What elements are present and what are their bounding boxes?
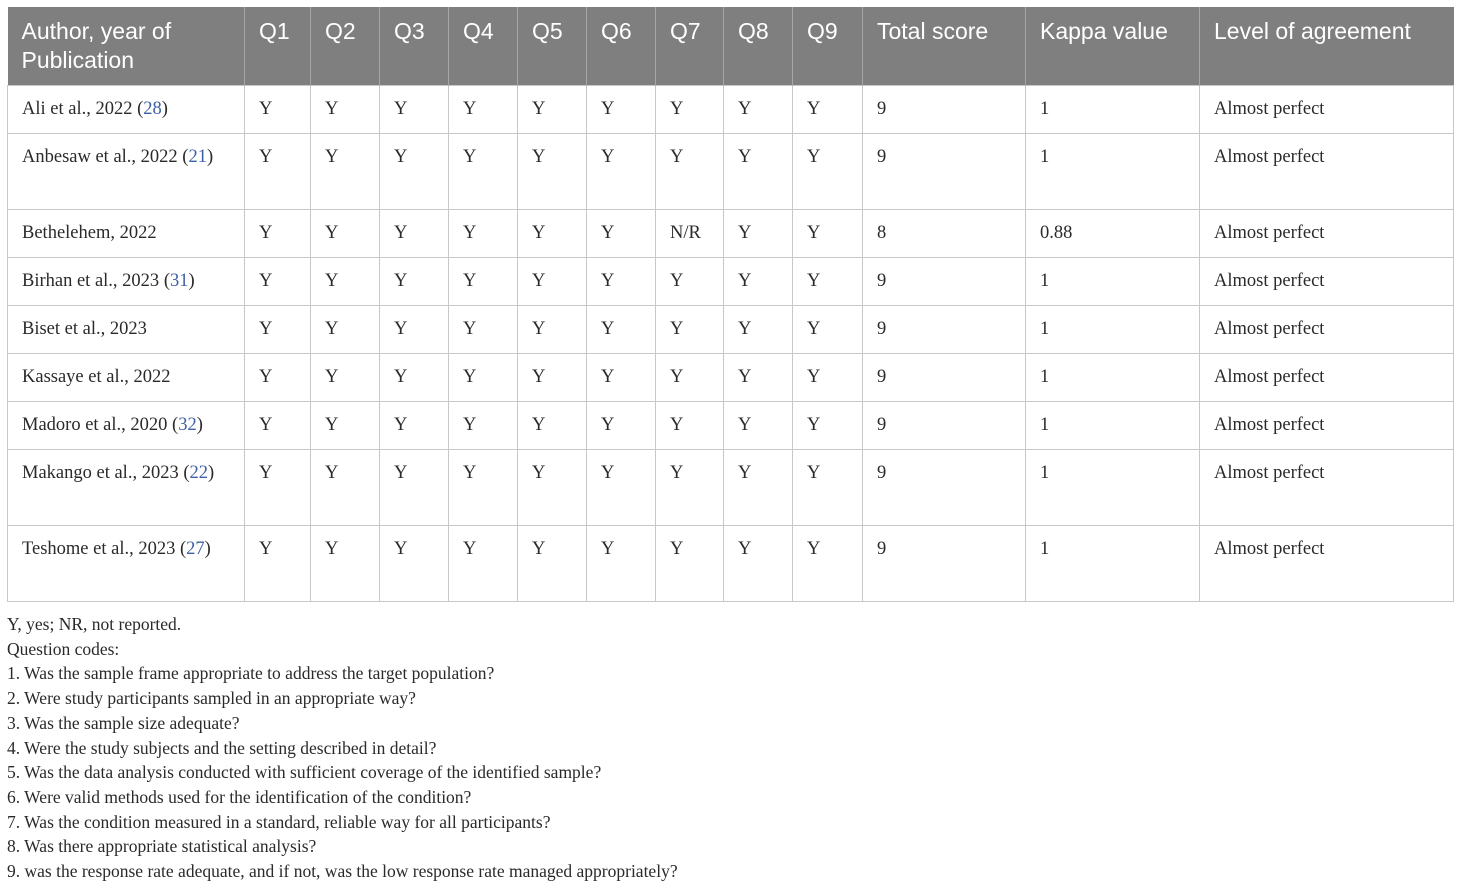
question-code-item: 7. Was the condition measured in a standard, reliable way for all participants? bbox=[7, 811, 551, 832]
answer-cell: Y bbox=[793, 134, 863, 210]
answer-cell: Y bbox=[724, 134, 793, 210]
answer-cell: Y bbox=[245, 526, 311, 602]
kappa-value-cell: 1 bbox=[1026, 354, 1200, 402]
answer-cell: Y bbox=[587, 526, 656, 602]
answer-cell: Y bbox=[587, 354, 656, 402]
answer-cell: Y bbox=[724, 86, 793, 134]
answer-cell: Y bbox=[587, 134, 656, 210]
table-row bbox=[8, 450, 1454, 526]
answer-cell: Y bbox=[793, 86, 863, 134]
question-code-item: 3. Was the sample size adequate? bbox=[7, 712, 240, 733]
answer-cell: Y bbox=[793, 210, 863, 258]
answer-cell: Y bbox=[380, 354, 449, 402]
answer-cell: Y bbox=[724, 354, 793, 402]
author-name: Biset et al., 2023 bbox=[22, 319, 147, 339]
total-score-cell: 9 bbox=[863, 258, 1026, 306]
question-code-item: 5. Was the data analysis conducted with sufficient coverage of the identified sample? bbox=[7, 762, 602, 783]
answer-cell: Y bbox=[518, 402, 587, 450]
question-code-item: 4. Were the study subjects and the setting described in detail? bbox=[7, 737, 437, 758]
total-score-cell: 9 bbox=[863, 86, 1026, 134]
answer-cell: Y bbox=[793, 450, 863, 526]
answer-cell: Y bbox=[518, 526, 587, 602]
answer-cell: Y bbox=[793, 258, 863, 306]
author-cell: Teshome et al., 2023 (27) bbox=[8, 526, 245, 602]
quality-assessment-table-container bbox=[7, 7, 1453, 602]
table-header-row bbox=[8, 7, 1454, 86]
agreement-level-cell: Almost perfect bbox=[1200, 306, 1454, 354]
abbreviations-note: Y, yes; NR, not reported. bbox=[7, 614, 182, 634]
answer-cell: Y bbox=[245, 134, 311, 210]
answer-cell: Y bbox=[380, 134, 449, 210]
column-header: Q6 bbox=[587, 7, 656, 86]
total-score-cell: 9 bbox=[863, 134, 1026, 210]
column-header: Q1 bbox=[245, 7, 311, 86]
answer-cell: Y bbox=[518, 258, 587, 306]
answer-cell: Y bbox=[245, 354, 311, 402]
kappa-value-cell: 1 bbox=[1026, 306, 1200, 354]
answer-cell: Y bbox=[724, 402, 793, 450]
agreement-level-cell: Almost perfect bbox=[1200, 402, 1454, 450]
table-row bbox=[8, 402, 1454, 450]
author-name: Ali et al., 2022 bbox=[22, 99, 133, 119]
table-row bbox=[8, 86, 1454, 134]
total-score-cell: 8 bbox=[863, 210, 1026, 258]
answer-cell: Y bbox=[656, 306, 724, 354]
answer-cell: Y bbox=[793, 402, 863, 450]
answer-cell: Y bbox=[245, 450, 311, 526]
table-row bbox=[8, 354, 1454, 402]
answer-cell: Y bbox=[724, 526, 793, 602]
reference-link[interactable]: 28 bbox=[143, 99, 162, 119]
answer-cell: Y bbox=[311, 258, 380, 306]
column-header: Author, year of Publication bbox=[8, 7, 245, 86]
answer-cell: Y bbox=[656, 450, 724, 526]
total-score-cell: 9 bbox=[863, 354, 1026, 402]
answer-cell: Y bbox=[311, 210, 380, 258]
answer-cell: Y bbox=[449, 526, 518, 602]
column-header: Q7 bbox=[656, 7, 724, 86]
answer-cell: Y bbox=[518, 210, 587, 258]
reference-link[interactable]: 22 bbox=[189, 463, 208, 483]
answer-cell: Y bbox=[449, 134, 518, 210]
reference-link[interactable]: 21 bbox=[188, 147, 207, 167]
kappa-value-cell: 1 bbox=[1026, 450, 1200, 526]
answer-cell: Y bbox=[587, 306, 656, 354]
author-name: Bethelehem, 2022 bbox=[22, 223, 157, 243]
total-score-cell: 9 bbox=[863, 402, 1026, 450]
answer-cell: Y bbox=[380, 306, 449, 354]
answer-cell: Y bbox=[311, 354, 380, 402]
answer-cell: Y bbox=[656, 526, 724, 602]
column-header: Q5 bbox=[518, 7, 587, 86]
column-header: Q2 bbox=[311, 7, 380, 86]
answer-cell: Y bbox=[724, 258, 793, 306]
total-score-cell: 9 bbox=[863, 306, 1026, 354]
answer-cell: Y bbox=[793, 354, 863, 402]
question-code-item: 2. Were study participants sampled in an appropriate way? bbox=[7, 688, 416, 709]
table-row bbox=[8, 258, 1454, 306]
answer-cell: Y bbox=[724, 306, 793, 354]
answer-cell: Y bbox=[449, 354, 518, 402]
question-codes-list bbox=[7, 661, 1453, 883]
table-row bbox=[8, 526, 1454, 602]
answer-cell: Y bbox=[518, 354, 587, 402]
answer-cell: Y bbox=[380, 450, 449, 526]
answer-cell: Y bbox=[311, 306, 380, 354]
column-header: Level of agreement bbox=[1200, 7, 1454, 86]
agreement-level-cell: Almost perfect bbox=[1200, 210, 1454, 258]
answer-cell: Y bbox=[311, 526, 380, 602]
agreement-level-cell: Almost perfect bbox=[1200, 86, 1454, 134]
kappa-value-cell: 1 bbox=[1026, 258, 1200, 306]
question-code-item: 1. Was the sample frame appropriate to address the target population? bbox=[7, 663, 495, 684]
reference-link[interactable]: 27 bbox=[186, 539, 205, 559]
table-body bbox=[8, 86, 1454, 602]
answer-cell: Y bbox=[724, 450, 793, 526]
quality-assessment-table bbox=[7, 7, 1454, 602]
answer-cell: Y bbox=[311, 134, 380, 210]
answer-cell: Y bbox=[587, 402, 656, 450]
author-name: Makango et al., 2023 bbox=[22, 463, 179, 483]
kappa-value-cell: 1 bbox=[1026, 526, 1200, 602]
column-header: Q8 bbox=[724, 7, 793, 86]
agreement-level-cell: Almost perfect bbox=[1200, 134, 1454, 210]
question-code-item: 8. Was there appropriate statistical analysis? bbox=[7, 836, 317, 857]
answer-cell: Y bbox=[245, 306, 311, 354]
answer-cell: Y bbox=[245, 210, 311, 258]
answer-cell: Y bbox=[245, 402, 311, 450]
answer-cell: Y bbox=[449, 450, 518, 526]
answer-cell: Y bbox=[449, 86, 518, 134]
answer-cell: Y bbox=[449, 306, 518, 354]
author-cell bbox=[8, 210, 245, 258]
answer-cell: Y bbox=[518, 306, 587, 354]
answer-cell: Y bbox=[518, 86, 587, 134]
answer-cell: Y bbox=[587, 86, 656, 134]
author-cell: Birhan et al., 2023 (31) bbox=[8, 258, 245, 306]
answer-cell: Y bbox=[518, 450, 587, 526]
answer-cell: Y bbox=[656, 354, 724, 402]
kappa-value-cell: 1 bbox=[1026, 86, 1200, 134]
column-header: Kappa value bbox=[1026, 7, 1200, 86]
answer-cell: Y bbox=[587, 258, 656, 306]
author-name: Teshome et al., 2023 bbox=[22, 539, 176, 559]
author-name: Kassaye et al., 2022 bbox=[22, 367, 171, 387]
answer-cell: Y bbox=[518, 134, 587, 210]
kappa-value-cell: 1 bbox=[1026, 134, 1200, 210]
column-header: Q9 bbox=[793, 7, 863, 86]
author-cell: Makango et al., 2023 (22) bbox=[8, 450, 245, 526]
answer-cell: Y bbox=[724, 210, 793, 258]
answer-cell: Y bbox=[380, 402, 449, 450]
answer-cell: Y bbox=[380, 86, 449, 134]
answer-cell: Y bbox=[656, 134, 724, 210]
author-cell: Madoro et al., 2020 (32) bbox=[8, 402, 245, 450]
answer-cell: Y bbox=[245, 86, 311, 134]
agreement-level-cell: Almost perfect bbox=[1200, 258, 1454, 306]
answer-cell: Y bbox=[587, 450, 656, 526]
answer-cell: Y bbox=[449, 210, 518, 258]
answer-cell: Y bbox=[311, 450, 380, 526]
kappa-value-cell: 1 bbox=[1026, 402, 1200, 450]
total-score-cell: 9 bbox=[863, 450, 1026, 526]
author-name: Madoro et al., 2020 bbox=[22, 415, 168, 435]
column-header: Q4 bbox=[449, 7, 518, 86]
answer-cell: Y bbox=[793, 526, 863, 602]
answer-cell: Y bbox=[449, 402, 518, 450]
agreement-level-cell: Almost perfect bbox=[1200, 354, 1454, 402]
answer-cell: Y bbox=[380, 526, 449, 602]
answer-cell: Y bbox=[380, 258, 449, 306]
answer-cell: Y bbox=[656, 86, 724, 134]
column-header: Total score bbox=[863, 7, 1026, 86]
answer-cell: Y bbox=[311, 402, 380, 450]
answer-cell: Y bbox=[656, 258, 724, 306]
agreement-level-cell: Almost perfect bbox=[1200, 526, 1454, 602]
answer-cell: Y bbox=[449, 258, 518, 306]
agreement-level-cell: Almost perfect bbox=[1200, 450, 1454, 526]
table-row bbox=[8, 306, 1454, 354]
reference-link[interactable]: 32 bbox=[178, 415, 197, 435]
answer-cell: Y bbox=[656, 402, 724, 450]
answer-cell: N/R bbox=[656, 210, 724, 258]
author-name: Birhan et al., 2023 bbox=[22, 271, 160, 291]
kappa-value-cell: 0.88 bbox=[1026, 210, 1200, 258]
table-row bbox=[8, 134, 1454, 210]
column-header: Q3 bbox=[380, 7, 449, 86]
table-row bbox=[8, 210, 1454, 258]
answer-cell: Y bbox=[245, 258, 311, 306]
author-cell: Anbesaw et al., 2022 (21) bbox=[8, 134, 245, 210]
question-code-item: 9. was the response rate adequate, and if not, was the low response rate managed appropriately? bbox=[7, 861, 678, 882]
answer-cell: Y bbox=[587, 210, 656, 258]
reference-link[interactable]: 31 bbox=[169, 271, 189, 291]
answer-cell: Y bbox=[311, 86, 380, 134]
question-codes-title: Question codes: bbox=[7, 638, 120, 659]
question-code-item: 6. Were valid methods used for the identification of the condition? bbox=[7, 786, 472, 807]
author-cell bbox=[8, 306, 245, 354]
answer-cell: Y bbox=[380, 210, 449, 258]
author-name: Anbesaw et al., 2022 bbox=[22, 147, 178, 167]
answer-cell: Y bbox=[793, 306, 863, 354]
author-cell: Ali et al., 2022 (28) bbox=[8, 86, 245, 134]
table-footnotes bbox=[7, 612, 1453, 884]
total-score-cell: 9 bbox=[863, 526, 1026, 602]
author-cell bbox=[8, 354, 245, 402]
